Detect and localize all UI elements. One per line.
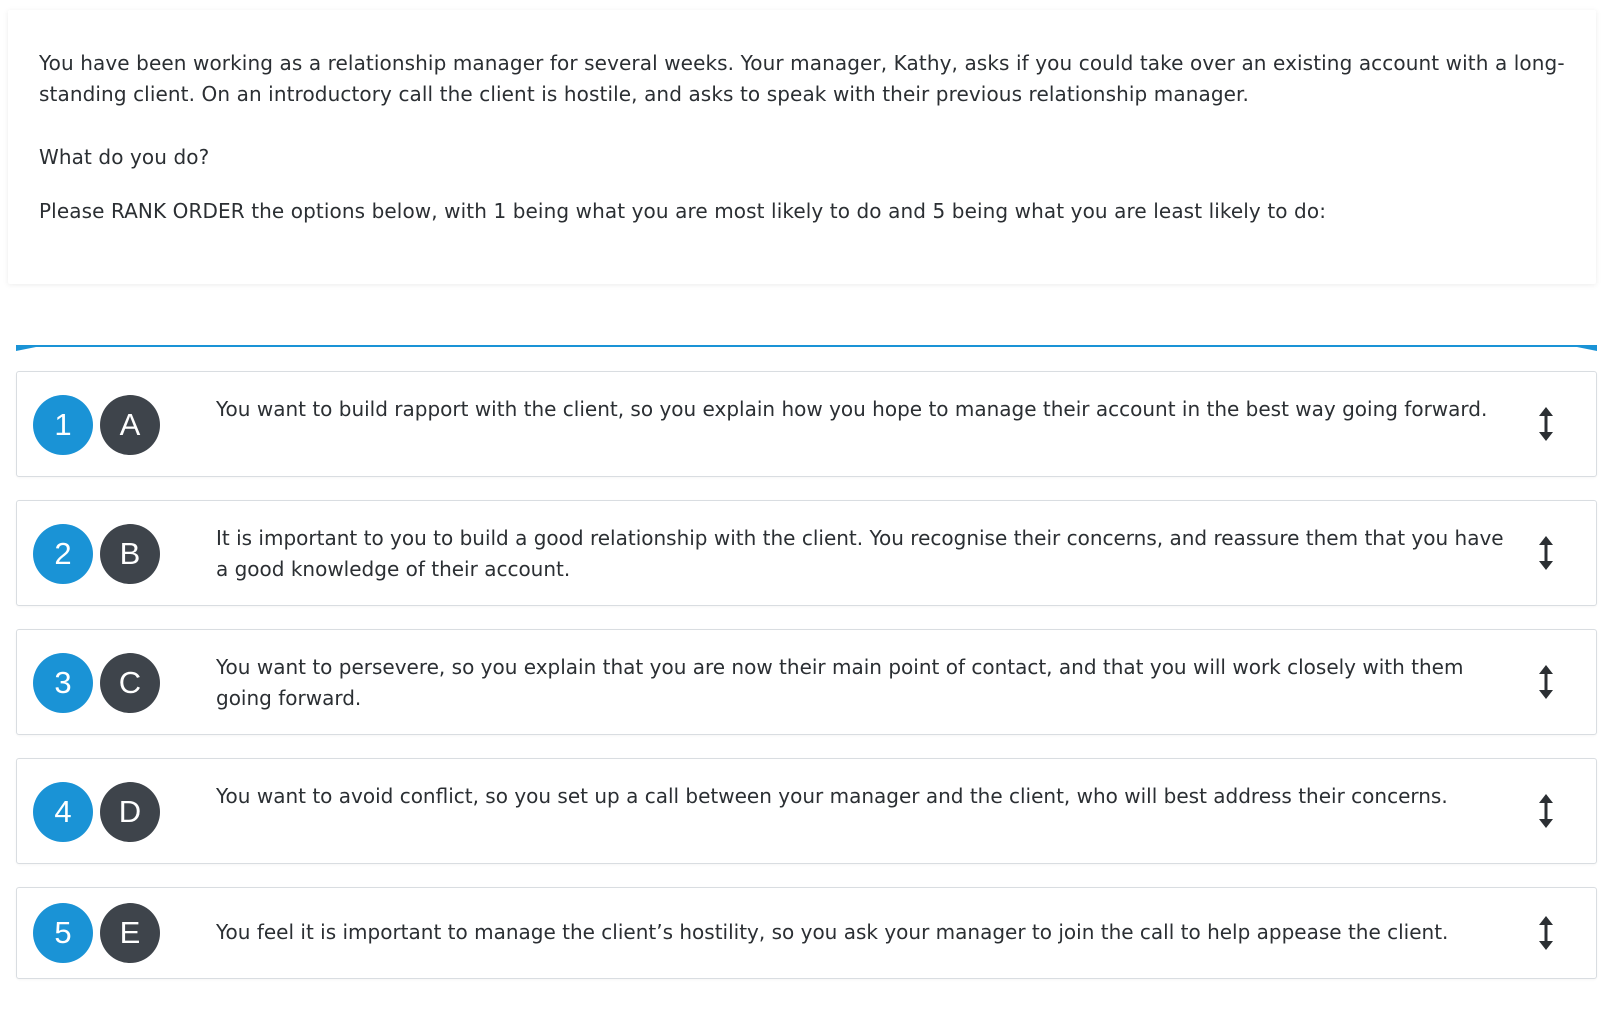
option-row-b[interactable] (16, 500, 1597, 606)
option-letter-badge: B (100, 524, 160, 584)
question-prompt: What do you do? (39, 145, 210, 169)
option-row-d[interactable] (16, 758, 1597, 864)
question-scenario: You have been working as a relationship manager for several weeks. Your manager, Kathy, asks if you could take over an existing account with a long-standing client. On an introductory call the client is hostile, and asks to speak with their previous relationship manager. (39, 51, 1565, 106)
rank-badge: 1 (33, 395, 93, 455)
option-letter-badge: A (100, 395, 160, 455)
option-row-c[interactable] (16, 629, 1597, 735)
option-row-a[interactable] (16, 371, 1597, 477)
option-text: It is important to you to build a good relationship with the client. You recognise their concerns, and reassure them that you have a good knowledge of their account. (216, 526, 1504, 581)
ranking-divider (16, 345, 1597, 347)
rank-badge: 2 (33, 524, 93, 584)
option-letter-badge: D (100, 782, 160, 842)
option-text: You feel it is important to manage the client’s hostility, so you ask your manager to join the call to help appease the client. (216, 920, 1449, 944)
option-text: You want to avoid conflict, so you set up a call between your manager and the client, who will best address their concerns. (216, 784, 1448, 808)
vertical-arrows-icon[interactable] (1539, 407, 1553, 441)
vertical-arrows-icon[interactable] (1539, 665, 1553, 699)
option-letter-badge: C (100, 653, 160, 713)
option-text: You want to build rapport with the client, so you explain how you hope to manage their account in the best way going forward. (216, 397, 1488, 421)
question-instruction: Please RANK ORDER the options below, with 1 being what you are most likely to do and 5 being what you are least likely to do: (39, 199, 1327, 223)
rank-badge: 4 (33, 782, 93, 842)
rank-badge: 5 (33, 903, 93, 963)
question-card (8, 10, 1596, 284)
option-row-e[interactable] (16, 887, 1597, 979)
vertical-arrows-icon[interactable] (1539, 916, 1553, 950)
divider-right-cap (1567, 345, 1597, 351)
option-letter-badge: E (100, 903, 160, 963)
divider-left-cap (16, 345, 46, 351)
vertical-arrows-icon[interactable] (1539, 536, 1553, 570)
rank-badge: 3 (33, 653, 93, 713)
vertical-arrows-icon[interactable] (1539, 794, 1553, 828)
option-text: You want to persevere, so you explain that you are now their main point of contact, and that you will work closely with them going forward. (216, 655, 1464, 710)
